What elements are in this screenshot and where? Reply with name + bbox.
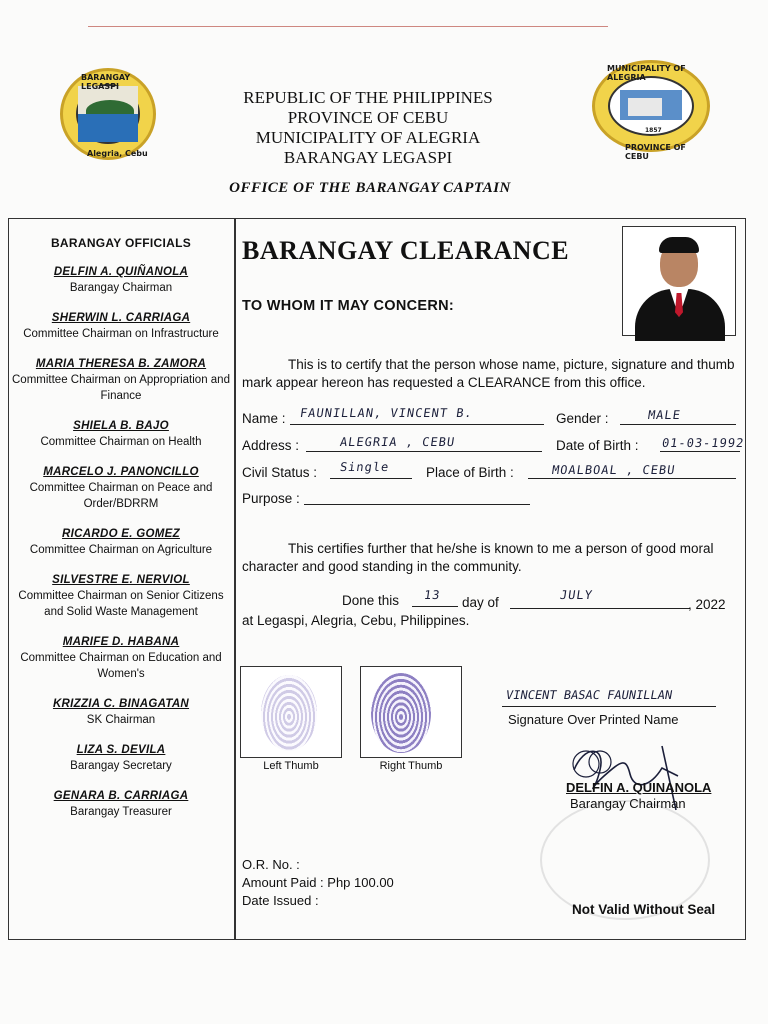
month-line bbox=[510, 608, 690, 609]
official-name: MARCELO J. PANONCILLO bbox=[43, 466, 199, 478]
official-name: RICARDO E. GOMEZ bbox=[62, 528, 180, 540]
date-issued-label: Date Issued : bbox=[242, 893, 319, 908]
left-thumb-label: Left Thumb bbox=[263, 760, 319, 772]
official-position: Committee Chairman on Agriculture bbox=[29, 544, 213, 556]
header-province: PROVINCE OF CEBU bbox=[287, 108, 449, 127]
done-prefix: Done this bbox=[342, 593, 400, 608]
certify-text: This is to certify that the person whose name, picture, signature and thumb mark appear hereon has requested a CLEARANCE from this office. bbox=[242, 357, 735, 390]
captain-name: DELFIN A. QUINANOLA bbox=[566, 780, 712, 795]
official-position: Committee Chairman on Education and Women's bbox=[20, 652, 222, 680]
greeting: TO WHOM IT MAY CONCERN: bbox=[242, 298, 455, 314]
official-position: Committee Chairman on Infrastructure bbox=[23, 328, 219, 340]
official-name: DELFIN A. QUIÑANOLA bbox=[53, 266, 189, 278]
officials-title: BARANGAY OFFICIALS bbox=[50, 236, 192, 250]
official-entry bbox=[10, 308, 232, 342]
thumbprint-icon bbox=[371, 673, 431, 753]
seal-ring-bottom: PROVINCE OF CEBU bbox=[625, 143, 686, 161]
official-position: Barangay Chairman bbox=[69, 282, 173, 294]
purpose-label: Purpose : bbox=[242, 491, 300, 506]
gender-value: MALE bbox=[647, 408, 682, 422]
official-entry bbox=[10, 262, 232, 296]
seal-ring-top: MUNICIPALITY OF ALEGRIA bbox=[607, 64, 686, 82]
official-position: SK Chairman bbox=[86, 714, 156, 726]
not-valid-notice: Not Valid Without Seal bbox=[572, 902, 716, 917]
done-year: , 2022 bbox=[688, 597, 726, 612]
seal-ring-bottom: Alegria, Cebu bbox=[87, 149, 148, 158]
official-position: Barangay Secretary bbox=[70, 760, 172, 772]
official-name: MARIFE D. HABANA bbox=[62, 636, 180, 648]
address-line bbox=[306, 451, 542, 452]
official-name: SHERWIN L. CARRIAGA bbox=[51, 312, 191, 324]
seal-ring-top: BARANGAY LEGASPI bbox=[81, 73, 131, 91]
dob-value: 01-03-1992 bbox=[661, 436, 746, 450]
official-entry bbox=[10, 632, 232, 682]
official-position: Barangay Treasurer bbox=[70, 806, 172, 818]
official-entry bbox=[10, 570, 232, 620]
applicant-signature: VINCENT BASAC FAUNILLAN bbox=[504, 688, 674, 702]
right-thumb-box bbox=[360, 666, 462, 758]
barangay-legaspi-seal-icon bbox=[60, 68, 156, 160]
clearance-title: BARANGAY CLEARANCE bbox=[242, 236, 570, 265]
dob-label: Date of Birth : bbox=[556, 438, 639, 453]
official-entry bbox=[10, 462, 232, 512]
municipality-of-alegria-seal-icon bbox=[592, 60, 710, 161]
official-name: SILVESTRE E. NERVIOL bbox=[52, 574, 190, 586]
officials-list bbox=[10, 236, 232, 832]
official-name: LIZA S. DEVILA bbox=[76, 744, 166, 756]
address-label: Address : bbox=[242, 438, 300, 453]
pob-value: MOALBOAL , CEBU bbox=[551, 463, 677, 477]
day-line bbox=[412, 606, 458, 607]
signature-line bbox=[502, 706, 716, 707]
official-entry bbox=[10, 694, 232, 728]
further-paragraph bbox=[242, 540, 742, 576]
name-value: FAUNILLAN, VINCENT B. bbox=[299, 406, 474, 420]
official-name: SHIELA B. BAJO bbox=[73, 420, 169, 432]
official-entry bbox=[10, 524, 232, 558]
gender-line bbox=[620, 424, 736, 425]
done-month: JULY bbox=[559, 588, 594, 602]
done-place: at Legaspi, Alegria, Cebu, Philippines. bbox=[242, 613, 470, 628]
receipt-info bbox=[242, 856, 394, 910]
gender-label: Gender : bbox=[556, 411, 609, 426]
civil-status-line bbox=[330, 478, 412, 479]
official-entry bbox=[10, 416, 232, 450]
official-entry bbox=[10, 786, 232, 820]
official-entry bbox=[10, 354, 232, 404]
pob-line bbox=[528, 478, 736, 479]
official-name: MARIA THERESA B. ZAMORA bbox=[35, 358, 207, 370]
thumbprint-icon bbox=[261, 675, 317, 751]
header-barangay: BARANGAY LEGASPI bbox=[283, 148, 453, 167]
official-name: KRIZZIA C. BINAGATAN bbox=[52, 698, 190, 710]
signature-caption: Signature Over Printed Name bbox=[508, 712, 679, 727]
name-label: Name : bbox=[242, 411, 286, 426]
done-mid: day of bbox=[462, 595, 499, 610]
seal-year: 1857 bbox=[645, 127, 662, 134]
header-municipality: MUNICIPALITY OF ALEGRIA bbox=[255, 128, 481, 147]
left-thumb-box bbox=[240, 666, 342, 758]
header-republic: REPUBLIC OF THE PHILIPPINES bbox=[243, 88, 493, 107]
purpose-line bbox=[304, 504, 530, 505]
official-name: GENARA B. CARRIAGA bbox=[53, 790, 189, 802]
name-line bbox=[290, 424, 544, 425]
done-day: 13 bbox=[423, 588, 442, 602]
official-position: Committee Chairman on Appropriation and Finance bbox=[12, 374, 230, 402]
pob-label: Place of Birth : bbox=[426, 465, 514, 480]
official-position: Committee Chairman on Senior Citizens and Solid Waste Management bbox=[18, 590, 224, 618]
civil-status-value: Single bbox=[339, 460, 391, 474]
office-title: OFFICE OF THE BARANGAY CAPTAIN bbox=[229, 180, 511, 196]
official-position: Committee Chairman on Health bbox=[40, 436, 202, 448]
right-thumb-label: Right Thumb bbox=[379, 760, 443, 772]
column-divider bbox=[234, 218, 236, 940]
official-position: Committee Chairman on Peace and Order/BDRRM bbox=[29, 482, 213, 510]
captain-position: Barangay Chairman bbox=[570, 796, 686, 811]
further-text: This certifies further that he/she is known to me a person of good moral character and good standing in the community. bbox=[242, 541, 714, 574]
civil-status-label: Civil Status : bbox=[242, 465, 318, 480]
applicant-photo bbox=[622, 226, 736, 336]
dob-line bbox=[660, 451, 740, 452]
or-number-label: O.R. No. : bbox=[242, 857, 300, 872]
top-rule bbox=[88, 26, 608, 27]
address-value: ALEGRIA , CEBU bbox=[339, 435, 457, 449]
certify-paragraph bbox=[242, 356, 742, 392]
amount-paid: Amount Paid : Php 100.00 bbox=[242, 875, 394, 890]
official-entry bbox=[10, 740, 232, 774]
